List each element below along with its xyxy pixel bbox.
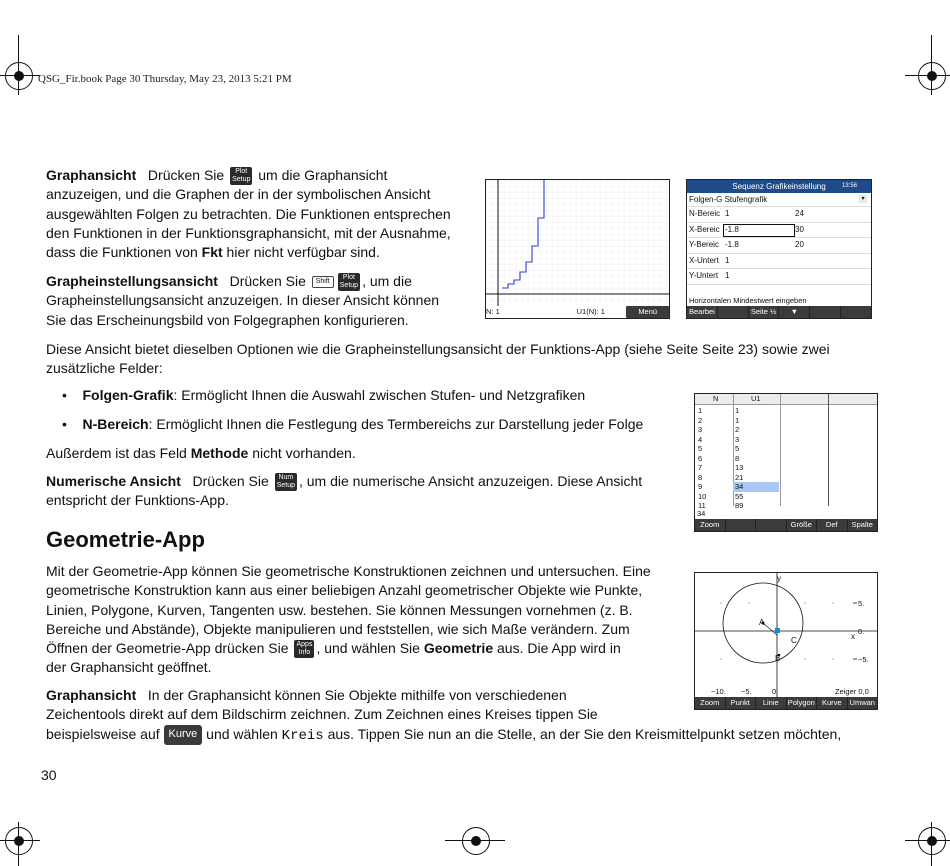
softkey: Punkt bbox=[726, 697, 756, 709]
text: zusätzliche Felder: bbox=[46, 360, 163, 377]
setup-value: Folgen-G Stufengrafik bbox=[689, 195, 768, 204]
text: : Ermöglicht Ihnen die Festlegung des Termbereichs zur Darstellung jeder Folge bbox=[148, 416, 644, 432]
grapheinstellung-paragraph bbox=[46, 272, 476, 330]
cell-n: 10 bbox=[698, 491, 707, 501]
num-key-icon: Num Setup bbox=[276, 474, 295, 490]
softkey: Zoom bbox=[695, 519, 725, 531]
softkey: Spalte bbox=[848, 519, 878, 531]
term: Methode bbox=[190, 445, 249, 461]
dropdown-icon: ▾ bbox=[859, 195, 867, 203]
cell-n: 7 bbox=[698, 463, 703, 472]
page-number: 30 bbox=[41, 767, 57, 783]
cell-u1: 55 bbox=[735, 491, 744, 501]
softkey: Größe bbox=[787, 519, 817, 531]
text: um die Graphansicht bbox=[258, 167, 388, 183]
cell-n: 4 bbox=[698, 434, 703, 444]
setup-row bbox=[687, 254, 871, 270]
text: hier nicht verfügbar sind. bbox=[226, 244, 380, 261]
x-axis-label: x bbox=[851, 632, 855, 641]
cell-n: 8 bbox=[698, 472, 703, 482]
softkey: Linie bbox=[756, 697, 786, 709]
kurve-key-icon: Kurve bbox=[164, 725, 203, 744]
selected-value: 34 bbox=[697, 509, 706, 518]
text: ausgewählten Folgen zu betrachten. Die Funktionen entsprechen bbox=[46, 205, 451, 222]
x-tick-label: −5. bbox=[741, 687, 752, 696]
cursor-readout: Zeiger 0,0 bbox=[835, 687, 869, 696]
text: entspricht der Funktions-App. bbox=[46, 492, 229, 509]
y-tick-label: −5. bbox=[858, 655, 869, 664]
status-n: N: 1 bbox=[486, 306, 555, 318]
text: Bereiche und Abstände), Objekte manipulieren und feststellen, wie sich Maße verändern. Zum bbox=[46, 620, 630, 637]
table-row bbox=[696, 482, 779, 492]
text: Sie das Erscheinungsbild von Folgegraphen konfigurieren. bbox=[46, 311, 409, 328]
text: nicht vorhanden. bbox=[252, 445, 356, 461]
y-axis-label: y bbox=[777, 574, 781, 583]
cell-n: 2 bbox=[698, 415, 703, 425]
table-header bbox=[695, 394, 877, 405]
setup-row bbox=[687, 223, 871, 239]
setup-min: 1 bbox=[725, 209, 730, 218]
setup-label: Y-Bereic bbox=[689, 240, 719, 249]
section-heading: Graphansicht bbox=[46, 687, 137, 703]
shift-key-icon: Shift bbox=[312, 276, 334, 288]
setup-label: N-Bereic bbox=[689, 209, 721, 218]
crop-mark bbox=[18, 35, 19, 95]
numeric-view-screen bbox=[694, 393, 878, 532]
registration-mark bbox=[918, 827, 946, 855]
screen-title-bar bbox=[687, 180, 871, 193]
cell-u1: 21 bbox=[735, 472, 744, 482]
section-heading: Graphansicht bbox=[46, 167, 137, 183]
crop-mark bbox=[905, 75, 950, 76]
clock: 13:56 bbox=[841, 183, 857, 189]
bullet-list bbox=[62, 386, 643, 434]
cell-u1: 8 bbox=[735, 453, 740, 463]
text: , um die bbox=[362, 273, 412, 289]
softkey bbox=[810, 306, 840, 318]
softkey: Seite ½ bbox=[749, 306, 779, 318]
cell-n: 3 bbox=[698, 425, 703, 434]
ausserdem-paragraph bbox=[46, 444, 356, 463]
column-header: N bbox=[713, 394, 719, 403]
text: anzuzeigen, und die Graphen der in der symbolischen Ansicht bbox=[46, 186, 431, 203]
registration-mark bbox=[5, 827, 33, 855]
softkey bbox=[726, 519, 756, 531]
registration-mark bbox=[918, 62, 946, 90]
input-hint: Horizontalen Mindestwert eingeben bbox=[689, 296, 807, 305]
divider bbox=[780, 394, 781, 506]
text: Mit der Geometrie-App können Sie geometrische Konstruktionen zeichnen und untersuchen. Eine bbox=[46, 563, 651, 579]
crop-mark bbox=[931, 35, 932, 95]
text: Drücken Sie bbox=[229, 273, 306, 289]
text: und wählen bbox=[206, 725, 278, 742]
plot-key-icon: Plot Setup bbox=[339, 274, 359, 290]
setup-label: X-Bereic bbox=[689, 224, 720, 234]
softkey-bar bbox=[687, 306, 871, 318]
crop-mark bbox=[905, 840, 950, 841]
setup-row bbox=[687, 207, 871, 223]
intro-paragraph bbox=[46, 340, 906, 379]
cell-u1: 1 bbox=[735, 406, 740, 415]
selected-field-box bbox=[723, 224, 795, 237]
softkey: ▼ bbox=[779, 306, 809, 318]
sequence-graph-screen bbox=[485, 179, 670, 319]
point-b-label: B bbox=[775, 654, 781, 663]
list-item: • N-Bereich: Ermöglicht Ihnen die Festlegung des Termbereichs zur Darstellung jeder Folge bbox=[62, 416, 644, 432]
text: aus. Tippen Sie nun an die Stelle, an der Sie den Kreismittelpunkt setzen möchten, bbox=[327, 725, 842, 742]
softkey: Polygon bbox=[787, 698, 815, 707]
setup-min: -1.8 bbox=[725, 224, 739, 234]
setup-row bbox=[687, 269, 871, 285]
text: dass die Funktionen von bbox=[46, 244, 198, 261]
setup-min: 1 bbox=[725, 271, 730, 280]
registration-mark bbox=[5, 62, 33, 90]
geometry-screen bbox=[694, 572, 878, 710]
softkey bbox=[756, 519, 786, 531]
x-tick-label: 0. bbox=[772, 687, 779, 696]
text: , um die numerische Ansicht anzuzeigen. Diese Ansicht bbox=[298, 473, 643, 489]
plot-key-icon: Plot Setup bbox=[232, 168, 251, 184]
crop-mark bbox=[18, 822, 19, 866]
text: Diese Ansicht bietet dieselben Optionen wie die Grapheinstellungsansicht der Funktions-App (siehe Seite Seite 23) sowie zwei bbox=[46, 341, 830, 357]
cell-n: 9 bbox=[698, 482, 703, 491]
point-a-label: A bbox=[759, 618, 765, 627]
section-title: Geometrie-App bbox=[46, 527, 205, 552]
text: Öffnen der Geometrie-App drücken Sie bbox=[46, 640, 289, 657]
text: Linien, Polygone, Kurven, Tangenten usw. bestehen. Sie können Messungen vornehmen (z. B. bbox=[46, 601, 633, 618]
y-tick-label: 5. bbox=[858, 599, 865, 608]
setup-max: 20 bbox=[795, 240, 804, 249]
cell-u1: 3 bbox=[735, 434, 740, 444]
crop-mark bbox=[445, 840, 505, 841]
crop-mark bbox=[0, 75, 40, 76]
geometry-plot bbox=[695, 573, 877, 697]
softkey: Zoom bbox=[695, 697, 725, 709]
table-row bbox=[696, 454, 779, 464]
cell-n: 5 bbox=[698, 444, 703, 453]
setup-label: X-Untert bbox=[689, 255, 719, 265]
table-row bbox=[696, 492, 779, 502]
text: , und wählen Sie bbox=[316, 640, 420, 657]
table-row bbox=[696, 473, 779, 483]
softkey: Bearbei bbox=[688, 307, 715, 316]
list-item: • Folgen-Grafik: Ermöglicht Ihnen die Auswahl zwischen Stufen- und Netzgrafiken bbox=[62, 387, 586, 403]
apps-key-icon: Apps Info bbox=[294, 640, 314, 658]
table-row bbox=[696, 425, 779, 435]
cell-n: 6 bbox=[698, 453, 703, 463]
registration-mark bbox=[462, 827, 490, 855]
crop-mark bbox=[931, 822, 932, 866]
text: Drücken Sie bbox=[192, 473, 269, 489]
status-u1: U1(N): 1 bbox=[556, 306, 625, 318]
term: Geometrie bbox=[423, 640, 494, 657]
setup-max: 30 bbox=[795, 224, 804, 234]
setup-label: Y-Untert bbox=[689, 271, 719, 280]
cell-u1: 13 bbox=[735, 463, 744, 472]
page-header: QSG_Fir.book Page 30 Thursday, May 23, 2013 5:21 PM bbox=[38, 73, 292, 85]
table-row bbox=[696, 463, 779, 473]
table-row bbox=[696, 444, 779, 454]
command: Kreis bbox=[281, 727, 324, 744]
text: Zeichentools direkt auf dem Bildschirm zeichnen. Zum Zeichnen eines Kreises tippen Sie bbox=[46, 706, 598, 723]
text: Grapheinstellungsansicht anzuzeigen. In dieser Ansicht können bbox=[46, 292, 440, 309]
setup-row bbox=[687, 238, 871, 254]
text: geometrische Konstruktion kann aus einer beliebigen Anzahl geometrischer Objekte wie Punkte, bbox=[46, 582, 643, 599]
setup-min: -1.8 bbox=[725, 240, 739, 249]
table-row bbox=[696, 416, 779, 426]
text: aus. Die App wird in bbox=[497, 640, 621, 657]
column-header: U1 bbox=[751, 394, 761, 403]
softkey bbox=[718, 306, 748, 318]
setup-row bbox=[687, 193, 871, 207]
plot-setup-screen bbox=[686, 179, 872, 319]
section-heading: Grapheinstellungsansicht bbox=[46, 273, 218, 289]
table-row bbox=[696, 501, 779, 511]
text: Außerdem ist das Feld bbox=[46, 445, 187, 461]
softkey: Kurve bbox=[817, 697, 847, 709]
point-c-label: C bbox=[791, 636, 797, 645]
softkey: Umwan bbox=[848, 697, 878, 709]
screen-title: Sequenz Grafikeinstellung bbox=[732, 182, 826, 191]
text: beispielsweise auf bbox=[46, 725, 160, 742]
text: In der Graphansicht können Sie Objekte mithilfe von verschiedenen bbox=[147, 687, 567, 703]
cell-u1: 2 bbox=[735, 425, 740, 434]
numeric-table bbox=[696, 406, 779, 511]
softkey: Def bbox=[817, 519, 847, 531]
text: der Graphansicht geöffnet. bbox=[46, 659, 212, 676]
softkey bbox=[841, 306, 871, 318]
text: den Funktionen in der Funktionsgraphansicht, mit der Ausnahme, bbox=[46, 224, 451, 241]
numerisch-paragraph bbox=[46, 472, 696, 511]
softkey-bar bbox=[695, 697, 877, 709]
x-tick-label: −10. bbox=[711, 687, 726, 696]
table-row bbox=[696, 406, 779, 416]
graphansicht-paragraph bbox=[46, 166, 476, 262]
divider bbox=[828, 394, 829, 506]
setup-min: 1 bbox=[725, 255, 730, 265]
table-row bbox=[696, 435, 779, 445]
text: : Ermöglicht Ihnen die Auswahl zwischen Stufen- und Netzgrafiken bbox=[173, 387, 586, 403]
term: Fkt bbox=[201, 244, 223, 261]
geometrie-paragraph bbox=[46, 562, 696, 678]
cell-u1: 89 bbox=[735, 501, 744, 510]
setup-rows bbox=[687, 207, 871, 285]
section-heading: Numerische Ansicht bbox=[46, 473, 181, 489]
sequence-graph bbox=[486, 180, 669, 306]
menu-softkey: Menü bbox=[626, 306, 669, 318]
term: Folgen-Grafik bbox=[82, 387, 174, 403]
y-tick-label: 0. bbox=[858, 627, 865, 636]
cell-n: 1 bbox=[698, 406, 703, 415]
crop-mark bbox=[0, 840, 40, 841]
cell-u1: 34 bbox=[733, 482, 779, 492]
setup-max: 24 bbox=[795, 209, 804, 218]
cell-u1: 1 bbox=[735, 415, 740, 425]
term: N-Bereich bbox=[82, 416, 149, 432]
cell-n: 11 bbox=[698, 501, 706, 510]
text: Drücken Sie bbox=[147, 167, 225, 183]
cell-u1: 5 bbox=[735, 444, 740, 453]
softkey-bar bbox=[695, 519, 877, 531]
